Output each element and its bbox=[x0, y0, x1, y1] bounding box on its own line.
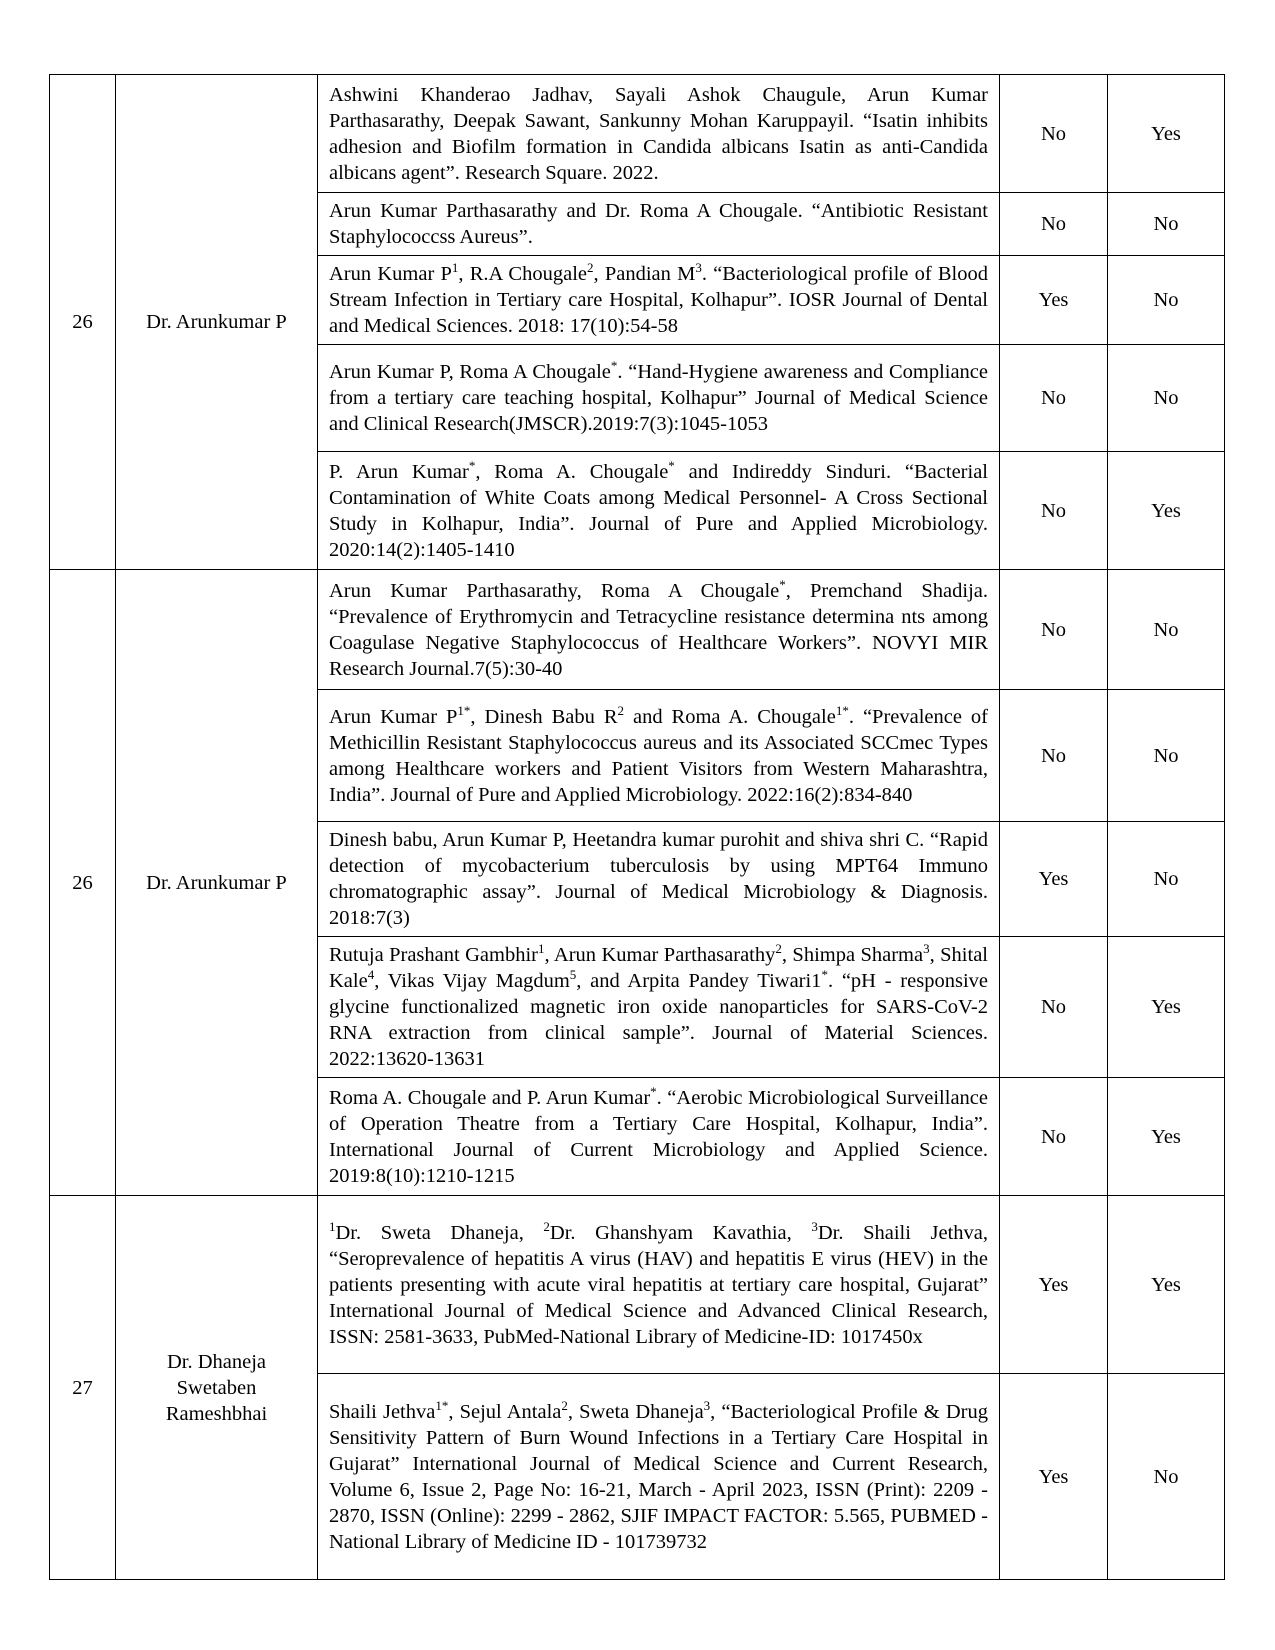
publication-reference-cell bbox=[318, 822, 1000, 937]
author-superscript: 1* bbox=[435, 1397, 449, 1413]
reference-text: . “Prevalence of Methicillin Resistant Staphylococcus aureus and its Associated SCCmec Types among Healthcare workers and Patient Visitors from Western Maharashtra, India”. Journal of Pure and Applied Microbiology. 2022:16(2):834-840 bbox=[329, 705, 989, 806]
publication-reference-cell bbox=[318, 193, 1000, 256]
indexed-flag-cell: No bbox=[1000, 193, 1108, 256]
second-flag-cell: No bbox=[1108, 570, 1225, 690]
reference-text: , “Bacteriological Profile & Drug Sensitivity Pattern of Burn Wound Infections in a Tertiary Care Hospital in Gujarat” International Journal of Medical Science and Current Research, Volume 6, Issue 2, Page No: 16-21, March - April 2023, ISSN (Print): 2209 - 2870, ISSN (Online): 2299 - 2862, SJIF IMPACT FACTOR: 5.565, PUBMED - National Library of Medicine ID - 101739732 bbox=[329, 1400, 988, 1553]
reference-text: and Roma A. Chougale bbox=[624, 705, 836, 728]
author-superscript: * bbox=[610, 358, 618, 374]
publication-reference-cell bbox=[318, 75, 1000, 193]
reference-text: , R.A Chougale bbox=[458, 263, 587, 285]
publication-reference-cell bbox=[318, 570, 1000, 690]
author-superscript: * bbox=[779, 576, 786, 592]
reference-text: Roma A. Chougale and P. Arun Kumar bbox=[329, 1086, 651, 1109]
author-superscript: 2 bbox=[587, 260, 594, 276]
reference-text: , Sweta Dhaneja bbox=[567, 1400, 704, 1423]
publication-reference-cell bbox=[318, 690, 1000, 822]
reference-text: Arun Kumar P bbox=[329, 705, 458, 728]
reference-text: Dr. Ghanshyam Kavathia, bbox=[549, 1221, 812, 1244]
indexed-flag-cell: No bbox=[1000, 345, 1108, 452]
indexed-flag-cell: Yes bbox=[1000, 1196, 1108, 1374]
author-superscript: 2 bbox=[617, 702, 624, 718]
reference-text: . “Aerobic Microbiological Surveillance of Operation Theatre from a Tertiary Care Hospital, Kolhapur, India”. International Journal of Current Microbiology and Applied Science. 2019:8(10):1210-1215 bbox=[329, 1086, 988, 1187]
author-superscript: * bbox=[821, 967, 828, 983]
author-superscript: 1 bbox=[451, 260, 459, 276]
reference-text: , Arun Kumar Parthasarathy bbox=[544, 944, 776, 966]
table-row bbox=[50, 570, 1225, 690]
reference-text: , and Arpita Pandey Tiwari1 bbox=[576, 970, 822, 992]
author-superscript: 1* bbox=[835, 702, 849, 718]
author-superscript: 4 bbox=[367, 967, 375, 983]
publication-reference-cell bbox=[318, 937, 1000, 1078]
serial-number-cell: 26 bbox=[50, 75, 116, 570]
indexed-flag-cell: No bbox=[1000, 937, 1108, 1078]
reference-text: Arun Kumar Parthasarathy and Dr. Roma A Chougale. “Antibiotic Resistant Staphylococcss Aureus”. bbox=[329, 200, 988, 248]
second-flag-cell: Yes bbox=[1108, 75, 1225, 193]
reference-text: , Premchand Shadija. “Prevalence of Erythromycin and Tetracycline resistance determina nts among Coagulase Negative Staphylococcus of Healthcare Workers”. NOVYI MIR Research Journal.7(5):30-40 bbox=[329, 579, 988, 680]
second-flag-cell: No bbox=[1108, 822, 1225, 937]
reference-text: and Indireddy Sinduri. “Bacterial Contamination of White Coats among Medical Personnel- A Cross Sectional Study in Kolhapur, India”. Journal of Pure and Applied Microbiology. 2020:14(2):1405-1410 bbox=[329, 460, 988, 561]
reference-text: Dr. Shaili Jethva, “Seroprevalence of hepatitis A virus (HAV) and hepatitis E virus (HEV) in the patients presenting with acute viral hepatitis at tertiary care hospital, Gujarat” International Journal of Medical Science and Advanced Clinical Research, ISSN: 2581-3633, PubMed-National Library of Medicine-ID: 1017450x bbox=[329, 1221, 988, 1348]
author-superscript: 3 bbox=[923, 941, 930, 957]
table-row bbox=[50, 1196, 1225, 1374]
author-superscript: 5 bbox=[569, 967, 577, 983]
author-superscript: 2 bbox=[543, 1218, 550, 1234]
indexed-flag-cell: No bbox=[1000, 690, 1108, 822]
second-flag-cell: Yes bbox=[1108, 452, 1225, 570]
indexed-flag-cell: Yes bbox=[1000, 1374, 1108, 1580]
indexed-flag-cell: Yes bbox=[1000, 256, 1108, 345]
publication-reference-cell bbox=[318, 1196, 1000, 1374]
reference-text: Ashwini Khanderao Jadhav, Sayali Ashok Chaugule, Arun Kumar Parthasarathy, Deepak Sawant, Sankunny Mohan Karuppayil. “Isatin inhibits adhesion and Biofilm formation in Candida albicans Isatin as anti-Candida albicans agent”. Research Square. 2022. bbox=[329, 83, 988, 184]
publication-reference-cell bbox=[318, 1078, 1000, 1196]
indexed-flag-cell: No bbox=[1000, 1078, 1108, 1196]
indexed-flag-cell: Yes bbox=[1000, 822, 1108, 937]
faculty-name-cell: Dr. Arunkumar P bbox=[116, 570, 318, 1196]
table-row bbox=[50, 75, 1225, 193]
author-superscript: 1 bbox=[329, 1218, 336, 1234]
reference-text: . “Hand-Hygiene awareness and Compliance from a tertiary care teaching hospital, Kolhapur” Journal of Medical Science and Clinical Research(JMSCR).2019:7(3):1045-1053 bbox=[329, 361, 989, 435]
reference-text: , Roma A. Chougale bbox=[475, 460, 669, 483]
reference-text: Dr. Sweta Dhaneja, bbox=[335, 1221, 544, 1244]
publication-reference-cell bbox=[318, 452, 1000, 570]
reference-text: , Vikas Vijay Magdum bbox=[374, 970, 570, 992]
reference-text: Arun Kumar Parthasarathy, Roma A Chougale bbox=[329, 579, 780, 602]
second-flag-cell: Yes bbox=[1108, 937, 1225, 1078]
reference-text: , Dinesh Babu R bbox=[470, 705, 618, 728]
publication-reference-cell bbox=[318, 256, 1000, 345]
author-superscript: * bbox=[650, 1083, 657, 1099]
indexed-flag-cell: No bbox=[1000, 570, 1108, 690]
publications-table bbox=[49, 74, 1225, 1580]
reference-text: , Shimpa Sharma bbox=[781, 944, 924, 966]
reference-text: , Pandian M bbox=[593, 263, 696, 285]
reference-text: . “pH - responsive glycine functionalized magnetic iron oxide nanoparticles for SARS-CoV-2 RNA extraction from clinical sample”. Journal of Material Sciences. 2022:13620-13631 bbox=[329, 970, 988, 1070]
reference-text: Arun Kumar P, Roma A Chougale bbox=[329, 361, 611, 383]
author-superscript: 3 bbox=[695, 260, 702, 276]
faculty-name-cell: Dr. Dhaneja Swetaben Rameshbhai bbox=[116, 1196, 318, 1580]
second-flag-cell: No bbox=[1108, 256, 1225, 345]
serial-number-cell: 27 bbox=[50, 1196, 116, 1580]
author-superscript: * bbox=[668, 457, 675, 473]
second-flag-cell: Yes bbox=[1108, 1196, 1225, 1374]
author-superscript: * bbox=[468, 457, 476, 473]
publication-reference-cell bbox=[318, 345, 1000, 452]
author-superscript: 3 bbox=[811, 1218, 818, 1234]
reference-text: . “Bacteriological profile of Blood Stream Infection in Tertiary care Hospital, Kolhapur”. IOSR Journal of Dental and Medical Sciences. 2018: 17(10):54-58 bbox=[329, 263, 988, 337]
publication-reference-cell bbox=[318, 1374, 1000, 1580]
author-superscript: 1* bbox=[457, 702, 471, 718]
reference-text: Dinesh babu, Arun Kumar P, Heetandra kumar purohit and shiva shri C. “Rapid detection of mycobacterium tuberculosis by using MPT64 Immuno chromatographic assay”. Journal of Medical Microbiology & Diagnosis. 2018:7(3) bbox=[329, 829, 988, 929]
serial-number-cell: 26 bbox=[50, 570, 116, 1196]
reference-text: Arun Kumar P bbox=[329, 263, 452, 285]
publications-table-body bbox=[50, 75, 1225, 1580]
second-flag-cell: No bbox=[1108, 1374, 1225, 1580]
indexed-flag-cell: No bbox=[1000, 75, 1108, 193]
second-flag-cell: Yes bbox=[1108, 1078, 1225, 1196]
author-superscript: 2 bbox=[561, 1397, 568, 1413]
second-flag-cell: No bbox=[1108, 690, 1225, 822]
reference-text: Rutuja Prashant Gambhir bbox=[329, 944, 538, 966]
second-flag-cell: No bbox=[1108, 193, 1225, 256]
author-superscript: 2 bbox=[775, 941, 782, 957]
author-superscript: 3 bbox=[703, 1397, 711, 1413]
faculty-name-cell: Dr. Arunkumar P bbox=[116, 75, 318, 570]
second-flag-cell: No bbox=[1108, 345, 1225, 452]
indexed-flag-cell: No bbox=[1000, 452, 1108, 570]
reference-text: , Sejul Antala bbox=[448, 1400, 562, 1423]
reference-text: , Shital Kale bbox=[329, 944, 988, 992]
reference-text: Shaili Jethva bbox=[329, 1400, 436, 1423]
reference-text: P. Arun Kumar bbox=[329, 460, 469, 483]
author-superscript: 1 bbox=[537, 941, 545, 957]
